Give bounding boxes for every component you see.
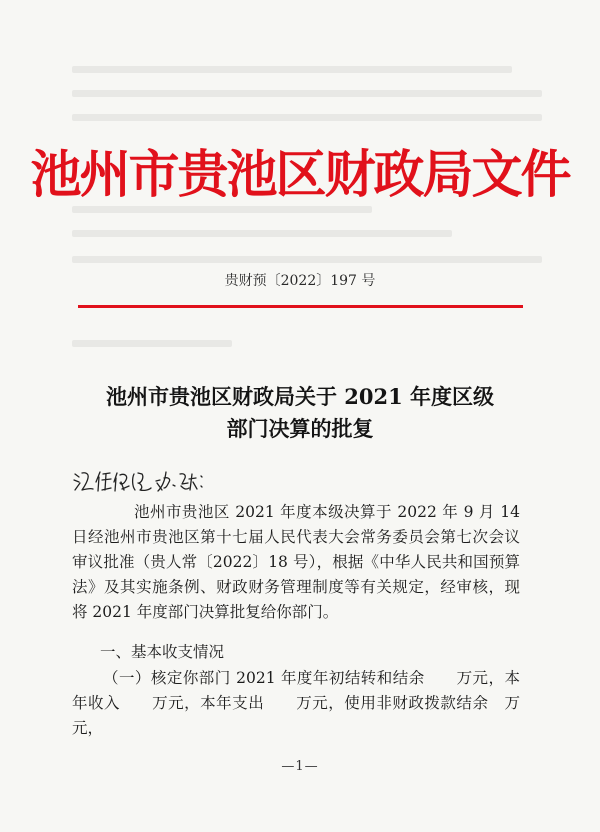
sub-paragraph — [72, 666, 520, 741]
page-number: —1— — [281, 759, 319, 774]
document-title-line-2: 部门决算的批复 — [226, 416, 374, 441]
document-number: 贵财预〔2022〕197 号 — [224, 273, 376, 289]
show-through-line — [72, 114, 542, 121]
body-paragraph: 池州市贵池区 2021 年度本级决算于 2022 年 9 月 14 日经池州市贵池区第十七届人民代表大会常务委员会第七次会议审议批准（贵人常〔2022〕18 号），根据《中华人民共和国预算法》及其实施条例、财政财务管理制度等有关规定，经审核，现将 2021 年度部门决算批复给你部门。 — [72, 503, 520, 621]
handwritten-addressee — [72, 468, 212, 494]
show-through-line — [72, 66, 512, 73]
show-through-line — [72, 256, 542, 263]
show-through-line — [72, 230, 452, 237]
document-title — [0, 381, 600, 445]
show-through-line — [72, 90, 542, 97]
show-through-line — [72, 340, 232, 347]
document-masthead: 池州市贵池区财政局文件 — [30, 146, 570, 205]
sub-paragraph-text: （一）核定你部门 2021 年度年初结转和结余 万元，本年收入 万元，本年支出 万元，使用非财政拨款结余 万元， — [72, 669, 520, 737]
document-title-line-1: 池州市贵池区财政局关于 2021 年度区级 — [105, 384, 495, 409]
section-heading: 一、基本收支情况 — [100, 643, 225, 661]
red-divider-rule — [78, 305, 523, 308]
body-text — [72, 500, 520, 625]
